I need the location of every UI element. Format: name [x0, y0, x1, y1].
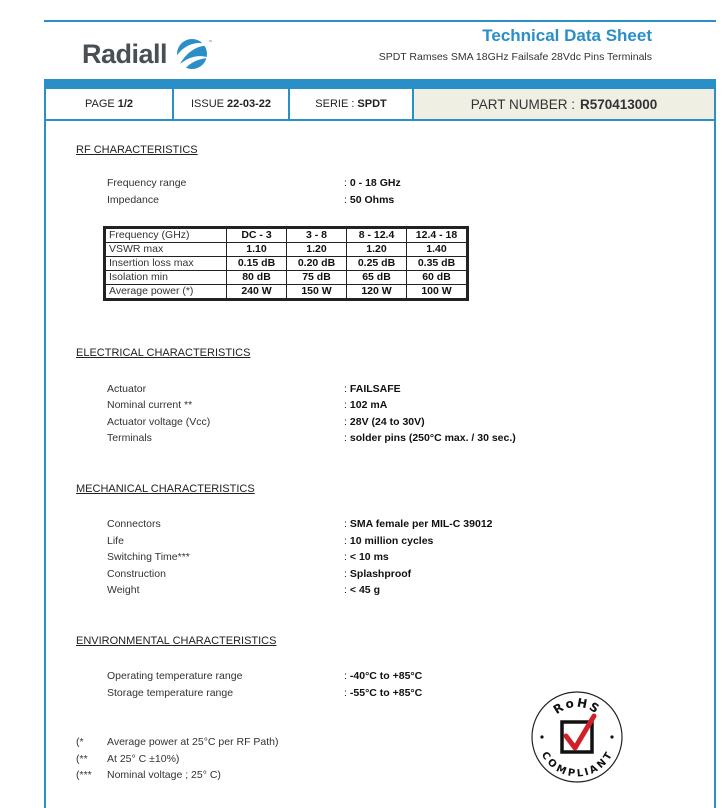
spec-label: Nominal current **: [107, 399, 193, 411]
spec-label: Construction: [107, 568, 166, 580]
spec-label: Actuator voltage (Vcc): [107, 416, 211, 428]
serie-label: SERIE :: [315, 98, 355, 110]
footnote-mark: (*: [76, 736, 84, 748]
table-cell: DC - 3: [227, 228, 287, 243]
spec-value: : 50 Ohms: [344, 194, 395, 206]
spec-value: : 0 - 18 GHz: [344, 177, 401, 189]
rohs-bottom-text: COMPLIANT: [538, 750, 616, 780]
spec-label: Frequency range: [107, 177, 187, 189]
table-cell: 150 W: [287, 285, 347, 300]
table-cell: 1.40: [407, 243, 468, 257]
radiall-logo: [82, 36, 214, 72]
frame-left-border: [44, 89, 46, 808]
spec-label: Terminals: [107, 432, 152, 444]
table-cell: 0.15 dB: [227, 257, 287, 271]
table-cell: 8 - 12.4: [347, 228, 407, 243]
issue-label: ISSUE: [190, 98, 224, 110]
part-number-value: R570413000: [579, 96, 658, 112]
issue-cell: [174, 89, 290, 119]
table-cell: 0.25 dB: [347, 257, 407, 271]
table-cell: 1.10: [227, 243, 287, 257]
table-cell: 3 - 8: [287, 228, 347, 243]
table-cell: 65 dB: [347, 271, 407, 285]
page-label: PAGE: [84, 98, 115, 110]
page-value: 1/2: [117, 98, 134, 110]
datasheet-title: Technical Data Sheet: [482, 26, 652, 45]
header-top-rule: [44, 20, 716, 22]
spec-label: Switching Time***: [107, 551, 190, 563]
table-cell: VSWR max: [105, 243, 227, 257]
table-cell: 1.20: [287, 243, 347, 257]
spec-value: : 28V (24 to 30V): [344, 416, 425, 428]
spec-value: : FAILSAFE: [344, 383, 401, 395]
spec-value: : -55°C to +85°C: [344, 687, 423, 699]
table-cell: 240 W: [227, 285, 287, 300]
info-bar: [46, 89, 714, 121]
spec-label: Impedance: [107, 194, 159, 206]
table-row: [105, 271, 468, 285]
table-cell: Frequency (GHz): [105, 228, 227, 243]
table-row: [105, 228, 468, 243]
table-cell: 120 W: [347, 285, 407, 300]
part-number-label: PART NUMBER :: [470, 96, 575, 112]
spec-label: Life: [107, 535, 124, 547]
svg-text:™: ™: [208, 40, 214, 46]
part-number-cell: [414, 89, 714, 119]
spec-value: : < 45 g: [344, 584, 380, 596]
table-row: [105, 257, 468, 271]
mechanical-heading: MECHANICAL CHARACTERISTICS: [76, 483, 255, 495]
header-band: [44, 79, 716, 89]
table-cell: Average power (*): [105, 285, 227, 300]
table-row: [105, 243, 468, 257]
environmental-heading: ENVIRONMENTAL CHARACTERISTICS: [76, 635, 277, 647]
page-cell: [46, 89, 174, 119]
table-cell: 80 dB: [227, 271, 287, 285]
rohs-compliant-seal: [530, 690, 624, 784]
spec-value: : -40°C to +85°C: [344, 670, 423, 682]
spec-value: : 10 million cycles: [344, 535, 434, 547]
spec-value: : 102 mA: [344, 399, 388, 411]
spec-label: Connectors: [107, 518, 161, 530]
footnote-mark: (**: [76, 753, 88, 765]
table-row: [105, 285, 468, 300]
table-cell: 0.35 dB: [407, 257, 468, 271]
spec-label: Actuator: [107, 383, 147, 395]
rohs-top-text: RoHS: [550, 695, 604, 717]
table-cell: 12.4 - 18: [407, 228, 468, 243]
spec-value: : solder pins (250°C max. / 30 sec.): [344, 432, 516, 444]
serie-value: SPDT: [357, 98, 387, 110]
table-cell: 75 dB: [287, 271, 347, 285]
rf-performance-table: [103, 226, 469, 301]
spec-value: : Splashproof: [344, 568, 412, 580]
serie-cell: [290, 89, 414, 119]
electrical-heading: ELECTRICAL CHARACTERISTICS: [76, 347, 251, 359]
table-cell: Isolation min: [105, 271, 227, 285]
table-cell: 100 W: [407, 285, 468, 300]
issue-value: 22-03-22: [226, 98, 272, 110]
frame-right-border: [714, 89, 716, 808]
footnote-mark: (***: [76, 769, 92, 781]
logo-text: Radiall: [82, 38, 168, 69]
footnote-text: At 25° C ±10%): [107, 753, 180, 765]
footnote-text: Nominal voltage ; 25° C): [107, 769, 221, 781]
spec-label: Operating temperature range: [107, 670, 243, 682]
table-cell: Insertion loss max: [105, 257, 227, 271]
spec-value: : SMA female per MIL-C 39012: [344, 518, 493, 530]
footnote-text: Average power at 25°C per RF Path): [107, 736, 279, 748]
logo-swirl-icon: [170, 36, 214, 72]
table-cell: 0.20 dB: [287, 257, 347, 271]
table-cell: 1.20: [347, 243, 407, 257]
datasheet-subtitle: SPDT Ramses SMA 18GHz Failsafe 28Vdc Pins Terminals: [378, 51, 652, 63]
spec-value: : < 10 ms: [344, 551, 389, 563]
spec-label: Storage temperature range: [107, 687, 234, 699]
table-cell: 60 dB: [407, 271, 468, 285]
spec-label: Weight: [107, 584, 140, 596]
rf-heading: RF CHARACTERISTICS: [76, 144, 198, 156]
